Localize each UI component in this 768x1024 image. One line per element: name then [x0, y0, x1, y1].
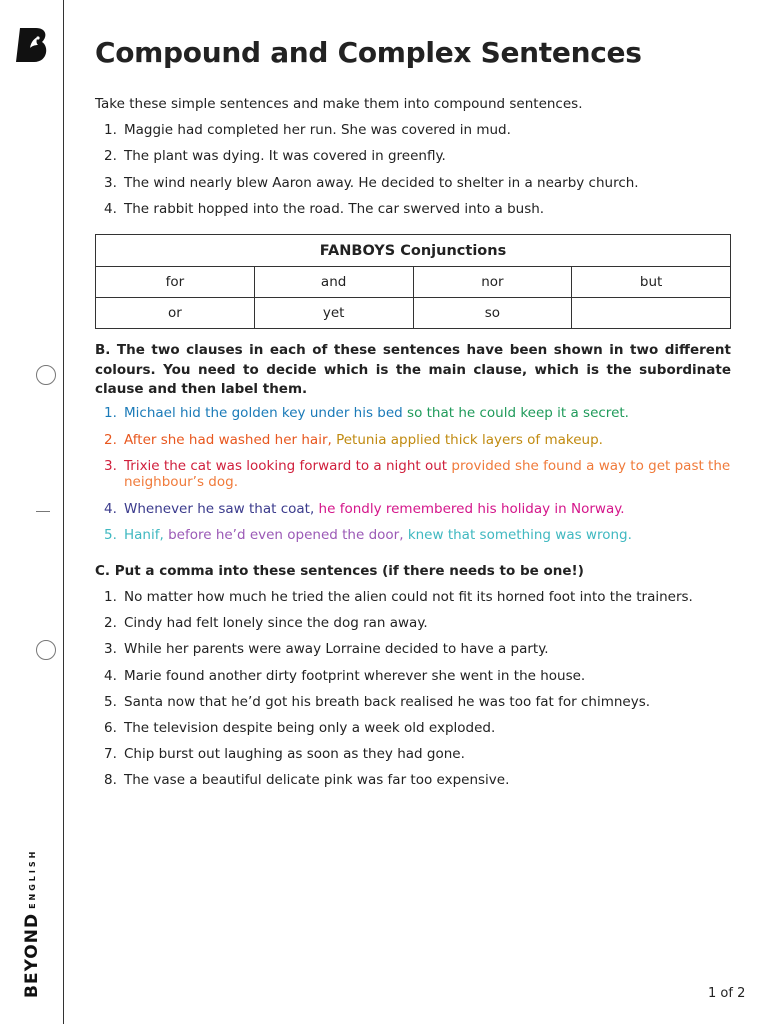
item-text: Chip burst out laughing as soon as they had gone.: [124, 746, 465, 763]
item-text: Cindy had felt lonely since the dog ran away.: [124, 615, 428, 632]
item-number: 3.: [104, 458, 117, 474]
part-c-instruction: C. Put a comma into these sentences (if there needs to be one!): [95, 563, 584, 579]
item-text: The vase a beautiful delicate pink was far too expensive.: [124, 772, 510, 789]
item-number: 5.: [104, 527, 117, 543]
part-b-instruction: B. The two clauses in each of these sentences have been shown in two different colours. You need to decide which is the main clause, which is the subordinate clause and then label them.: [95, 342, 731, 397]
item-text: Maggie had completed her run. She was covered in mud.: [124, 122, 511, 138]
conjunction-cell: nor: [413, 267, 572, 298]
binder-hole: [36, 365, 56, 385]
conjunction-cell: so: [413, 298, 572, 329]
table-row: [96, 267, 731, 298]
conjunction-cell: but: [572, 267, 731, 298]
list-item: [95, 694, 731, 720]
clause-segment: Petunia applied thick layers of makeup.: [336, 431, 603, 448]
item-number: 4.: [104, 500, 117, 517]
fanboys-table: [95, 234, 731, 329]
item-number: 4.: [104, 200, 117, 217]
item-number: 1.: [104, 405, 117, 421]
item-text: The plant was dying. It was covered in greenfly.: [124, 148, 446, 165]
clause-segment: After she had washed her hair,: [124, 431, 337, 448]
list-item: [95, 641, 731, 667]
conjunction-cell: [572, 298, 731, 329]
item-text: Marie found another dirty footprint wherever she went in the house.: [124, 667, 586, 684]
item-text: Santa now that he’d got his breath back realised he was too fat for chimneys.: [124, 693, 651, 710]
item-text: The rabbit hopped into the road. The car swerved into a bush.: [124, 200, 545, 217]
clause-segment: he fondly remembered his holiday in Norway.: [318, 500, 625, 517]
item-number: 6.: [104, 719, 117, 736]
list-item: [95, 589, 731, 615]
list-item: [95, 668, 731, 694]
list-item: [95, 405, 731, 421]
list-item: [95, 527, 731, 543]
margin-line: [63, 0, 64, 1024]
list-item: [95, 501, 731, 517]
item-number: 1.: [104, 122, 117, 138]
page-number: 1 of 2: [708, 986, 746, 1001]
item-number: 8.: [104, 772, 117, 789]
list-item: [95, 720, 731, 746]
item-number: 5.: [104, 693, 117, 710]
fold-mark: [36, 511, 50, 512]
part-b-list: [95, 405, 731, 554]
item-text: No matter how much he tried the alien could not fit its horned foot into the trainers.: [124, 589, 693, 605]
conjunction-cell: and: [254, 267, 413, 298]
item-number: 7.: [104, 746, 117, 763]
list-item: [95, 772, 731, 798]
part-a-list: [95, 122, 731, 227]
table-row: [96, 298, 731, 329]
list-item: [95, 175, 731, 201]
clause-segment: Hanif,: [124, 527, 169, 543]
item-number: 2.: [104, 615, 117, 632]
list-item: [95, 432, 731, 448]
item-number: 4.: [104, 667, 117, 684]
list-item: [95, 201, 731, 227]
page-title: Compound and Complex Sentences: [95, 36, 642, 69]
item-number: 1.: [104, 589, 117, 605]
list-item: [95, 148, 731, 174]
clause-segment: knew that something was wrong.: [407, 527, 632, 543]
item-number: 2.: [104, 431, 117, 448]
item-text: The wind nearly blew Aaron away. He decided to shelter in a nearby church.: [124, 174, 639, 191]
clause-segment: Trixie the cat was looking forward to a night out: [124, 458, 452, 474]
item-number: 3.: [104, 641, 117, 658]
clause-segment: provided she found a way to get past the neighbour’s dog.: [124, 458, 731, 490]
clause-segment: so that he could keep it a secret.: [407, 405, 629, 421]
fanboys-title: FANBOYS Conjunctions: [96, 235, 731, 267]
part-c-list: [95, 589, 731, 799]
clause-segment: Whenever he saw that coat,: [124, 500, 319, 517]
conjunction-cell: for: [96, 267, 255, 298]
beyond-logo-icon: [16, 26, 50, 64]
brand-vertical: BEYONDENGLISH: [22, 848, 42, 998]
clause-segment: Michael hid the golden key under his bed: [124, 405, 408, 421]
list-item: [95, 458, 731, 490]
conjunction-cell: yet: [254, 298, 413, 329]
item-number: 2.: [104, 148, 117, 165]
list-item: [95, 615, 731, 641]
item-text: The television despite being only a week old exploded.: [124, 719, 496, 736]
binder-hole: [36, 640, 56, 660]
conjunction-cell: or: [96, 298, 255, 329]
item-number: 3.: [104, 174, 117, 191]
list-item: [95, 122, 731, 148]
list-item: [95, 746, 731, 772]
clause-segment: before he’d even opened the door,: [168, 527, 408, 543]
part-a-instruction: Take these simple sentences and make them into compound sentences.: [95, 96, 583, 112]
item-text: While her parents were away Lorraine decided to have a party.: [124, 641, 549, 658]
